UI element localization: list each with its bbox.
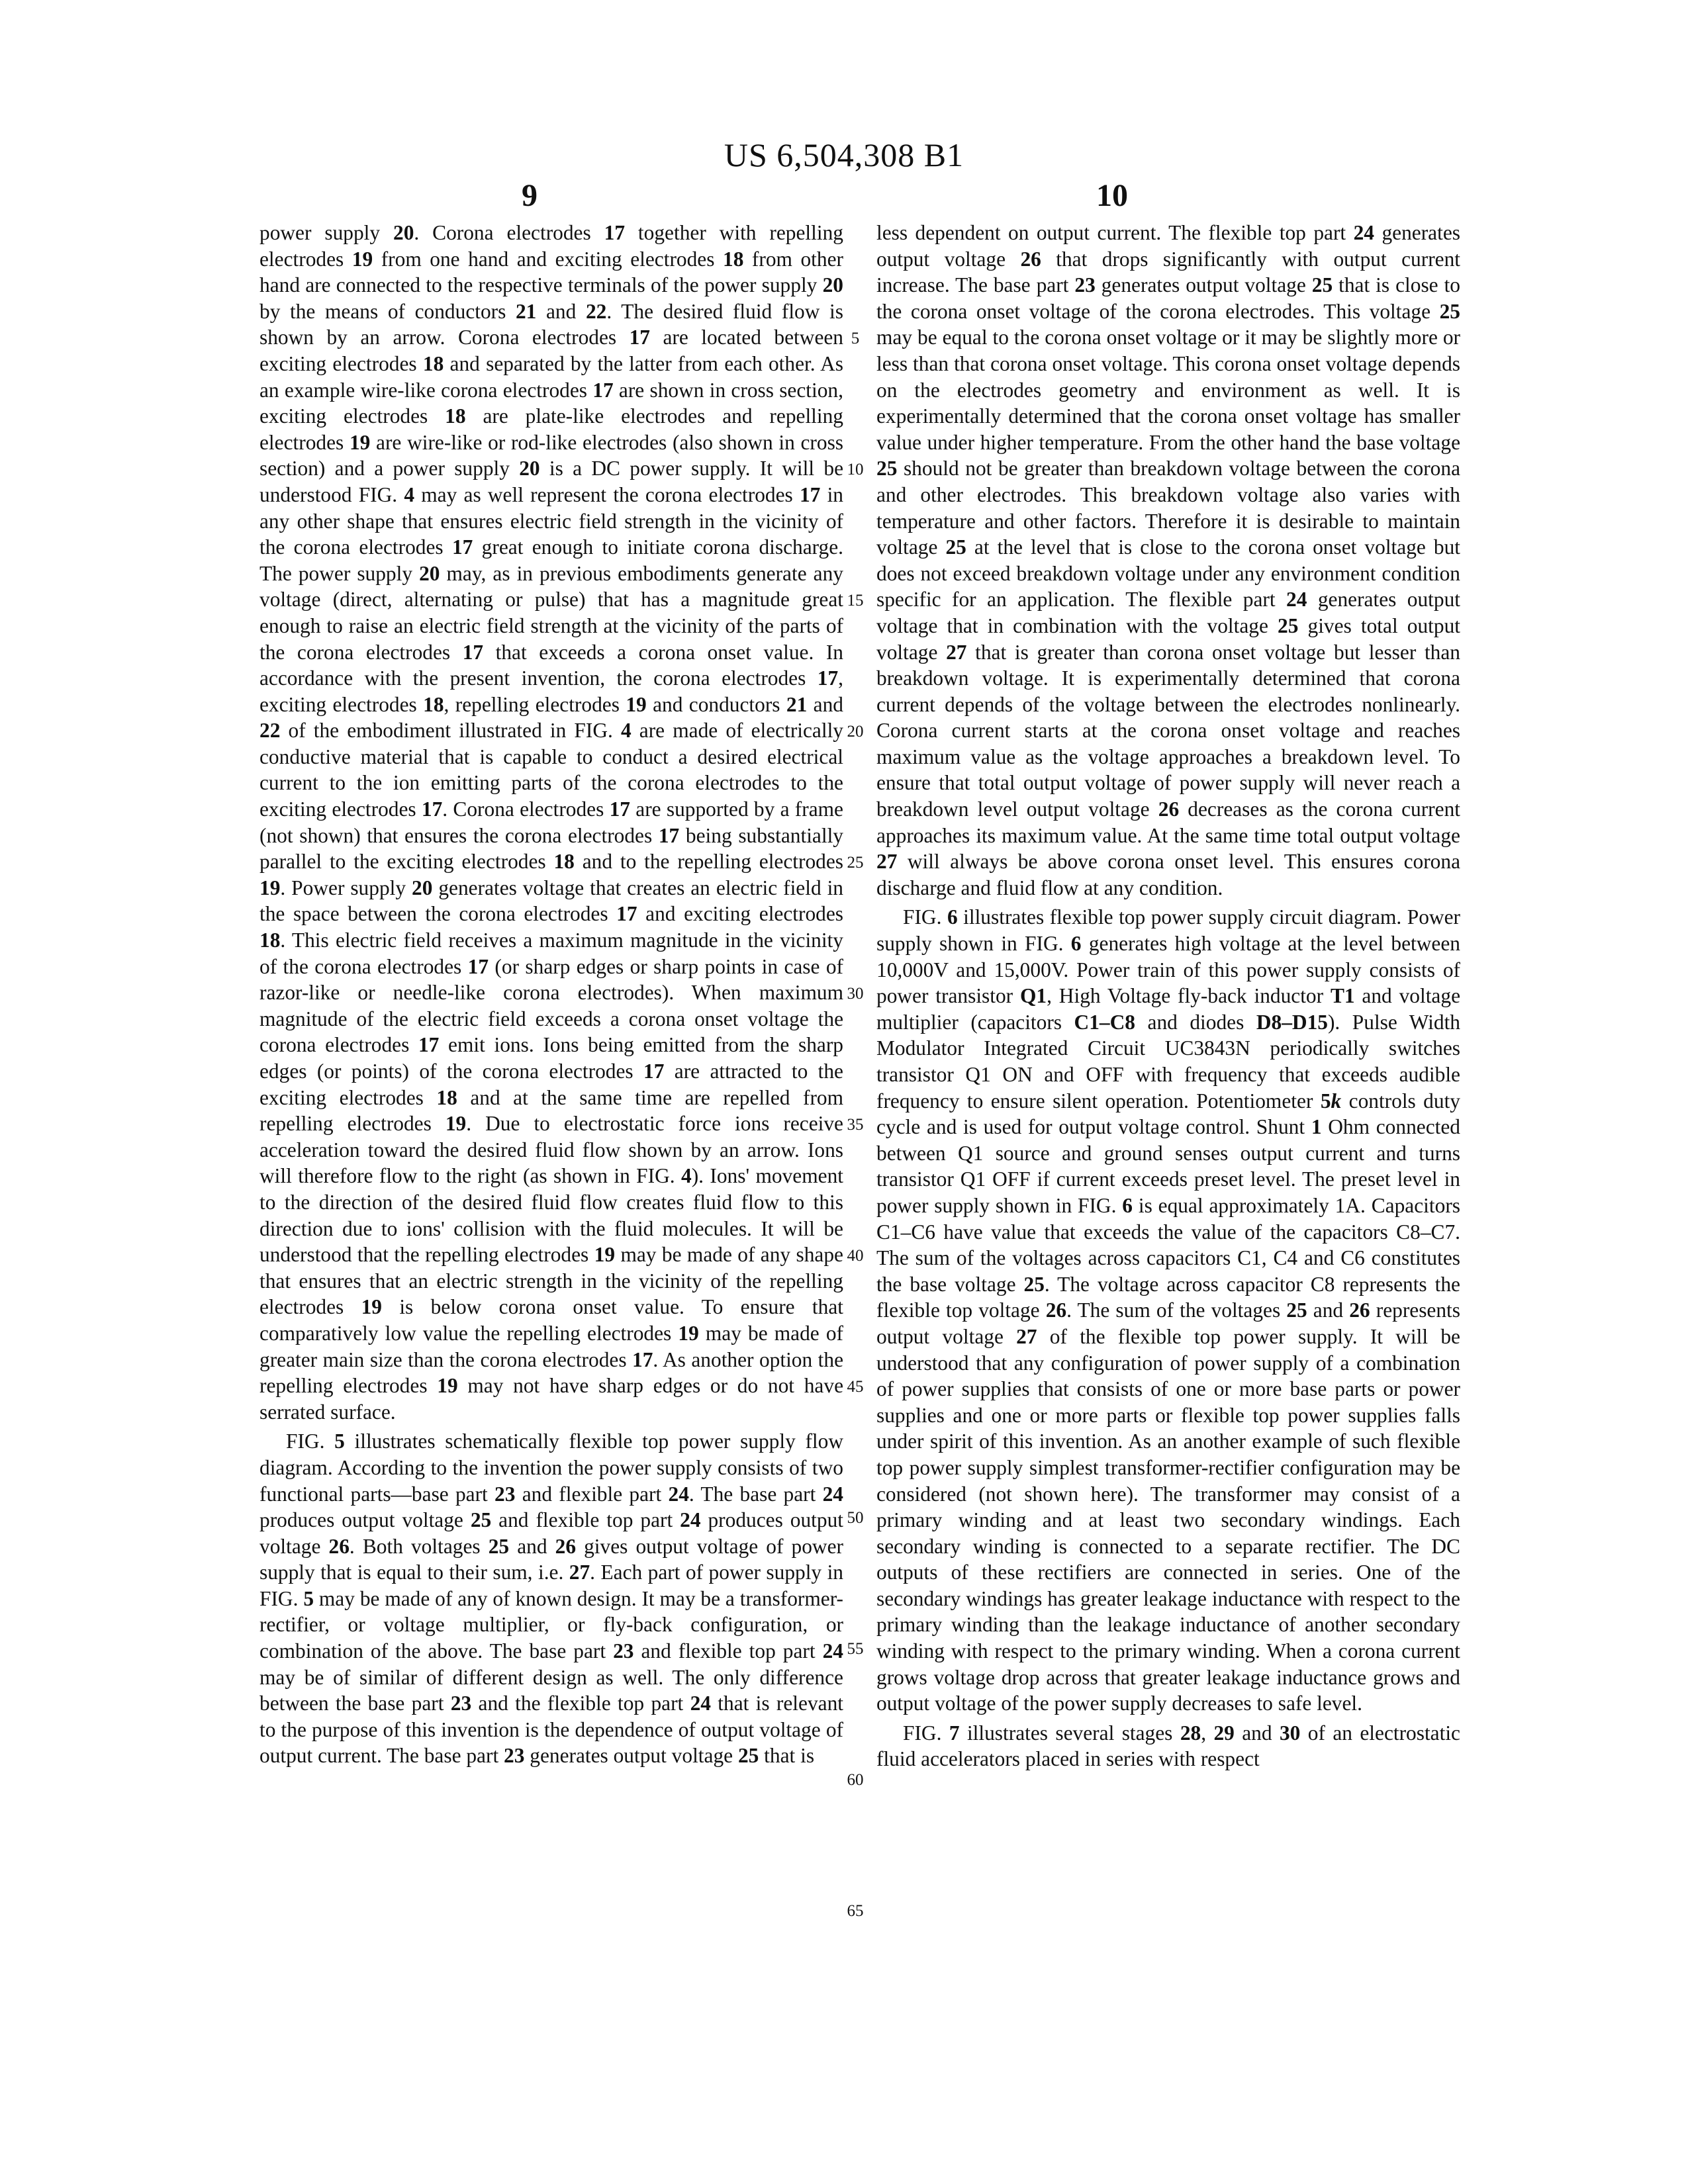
line-number: 40 (847, 1247, 864, 1265)
line-number: 35 (847, 1116, 864, 1134)
left-page-number: 9 (522, 178, 538, 213)
line-number: 60 (847, 1771, 864, 1789)
patent-number: US 6,504,308 B1 (724, 136, 964, 173)
paragraph: FIG. 6 illustrates flexible top power supply circuit diagram. Power supply shown in FIG. 6 generates high voltage at the level between 10,000V and 15,000V. Power train of this power supply consists of power transistor Q1, High Voltage fly-back inductor T1 and voltage multiplier (capacitors C1–C8 and diodes D8–D15). Pulse Width Modulator Integrated Circuit UC3843N periodically switches transistor Q1 ON and OFF with frequency that exceeds audible frequency to ensure silent operation. Potentiometer 5k controls duty cycle and is used for output voltage control. Shunt 1 Ohm connected between Q1 source and ground senses output current and turns transistor Q1 OFF if current exceeds preset level. The preset level in power supply shown in FIG. 6 is equal approximately 1A. Capacitors C1–C6 have value that exceeds the value of the capacitors C8–C7. The sum of the voltages across capacitors C1, C4 and C6 constitutes the base voltage 25. The voltage across capacitor C8 represents the flexible top voltage 26. The sum of the voltages 25 and 26 represents output voltage 27 of the flexible top power supply. It will be understood that any configuration of power supply of a combination of power supplies that consists of one or more base parts or power supplies and one or more parts or flexible top power supplies falls under spirit of this invention. As an another example of such flexible top power supply simplest transformer-rectifier configuration may be considered (not shown here). The transformer may consist of a primary winding and at least two secondary windings. Each secondary winding is connected to a separate rectifier. The DC outputs of these rectifiers are connected in series. One of the secondary windings has greater leakage inductance with respect to the primary winding than the leakage inductance of another secondary winding with respect to the primary winding. When a corona current grows voltage drop across that greater leakage inductance grows and output voltage of the power supply decreases to safe level. (876, 905, 1460, 1715)
line-number: 5 (851, 330, 860, 347)
line-number: 10 (847, 461, 864, 478)
paragraph: FIG. 5 illustrates schematically flexible top power supply flow diagram. According to the invention the power supply consists of two functional parts—base part 23 and flexible part 24. The base part 24 produces output voltage 25 and flexible top part 24 produces output voltage 26. Both voltages 25 and 26 gives output voltage of power supply that is equal to their sum, i.e. 27. Each part of power supply in FIG. 5 may be made of any of known design. It may be a transformer-rectifier, or voltage multiplier, or fly-back configuration, or combination of the above. The base part 23 and flexible top part 24 may be of similar of different design as well. The only difference between the base part 23 and the flexible top part 24 that is relevant to the purpose of this invention is the dependence of output voltage of output current. The base part 23 generates output voltage 25 that is (259, 1430, 843, 1768)
paragraph: FIG. 7 illustrates several stages 28, 29 and 30 of an electrostatic fluid accelerators placed in series with respect (876, 1721, 1460, 1771)
line-number: 30 (847, 985, 864, 1003)
right-column (876, 220, 1460, 2020)
line-number: 65 (847, 1902, 864, 1920)
line-number: 50 (847, 1509, 864, 1527)
right-page-number: 10 (1096, 178, 1128, 213)
line-number: 20 (847, 723, 864, 741)
paragraph: less dependent on output current. The flexible top part 24 generates output voltage 26 that drops significantly with output current increase. The base part 23 generates output voltage 25 that is close to the corona onset voltage of the corona electrodes. This voltage 25 may be equal to the corona onset voltage or it may be slightly more or less than that corona onset voltage. This corona onset voltage depends on the electrodes geometry and environment as well. It is experimentally determined that the corona onset voltage has smaller value under higher temperature. From the other hand the base voltage 25 should not be greater than breakdown voltage between the corona and other electrodes. This breakdown voltage also varies with temperature and other factors. Therefore it is desirable to maintain voltage 25 at the level that is close to the corona onset voltage but does not exceed breakdown voltage under any environment condition specific for an application. The flexible part 24 generates output voltage that in combination with the voltage 25 gives total output voltage 27 that is greater than corona onset voltage but lesser than breakdown voltage. It is experimentally determined that corona current depends of the voltage between the electrodes nonlinearly. Corona current starts at the corona onset voltage and reaches maximum value as the voltage approaches a breakdown level. To ensure that total output voltage of power supply will never reach a breakdown level output voltage 26 decreases as the corona current approaches its maximum value. At the same time total output voltage 27 will always be above corona onset level. This ensures corona discharge and fluid flow at any condition. (876, 221, 1460, 899)
line-number: 25 (847, 854, 864, 872)
line-number: 45 (847, 1378, 864, 1396)
paragraph: power supply 20. Corona electrodes 17 together with repelling electrodes 19 from one hand and exciting electrodes 18 from other hand are connected to the respective terminals of the power supply 20 by the means of conductors 21 and 22. The desired fluid flow is shown by an arrow. Corona electrodes 17 are located between exciting electrodes 18 and separated by the latter from each other. As an example wire-like corona electrodes 17 are shown in cross section, exciting electrodes 18 are plate-like electrodes and repelling electrodes 19 are wire-like or rod-like electrodes (also shown in cross section) and a power supply 20 is a DC power supply. It will be understood FIG. 4 may as well represent the corona electrodes 17 in any other shape that ensures electric field strength in the vicinity of the corona electrodes 17 great enough to initiate corona discharge. The power supply 20 may, as in previous embodiments generate any voltage (direct, alternating or pulse) that has a magnitude great enough to raise an electric field strength at the vicinity of the parts of the corona electrodes 17 that exceeds a corona onset value. In accordance with the present invention, the corona electrodes 17, exciting electrodes 18, repelling electrodes 19 and conductors 21 and 22 of the embodiment illustrated in FIG. 4 are made of electrically conductive material that is capable to conduct a desired electrical current to the ion emitting parts of the corona electrodes to the exciting electrodes 17. Corona electrodes 17 are supported by a frame (not shown) that ensures the corona electrodes 17 being substantially parallel to the exciting electrodes 18 and to the repelling electrodes 19. Power supply 20 generates voltage that creates an electric field in the space between the corona electrodes 17 and exciting electrodes 18. This electric field receives a maximum magnitude in the vicinity of the corona electrodes 17 (or sharp edges or sharp points in case of razor-like or needle-like corona electrodes). When maximum magnitude of the electric field exceeds a corona onset voltage the corona electrodes 17 emit ions. Ions being emitted from the sharp edges (or points) of the corona electrodes 17 are attracted to the exciting electrodes 18 and at the same time are repelled from repelling electrodes 19. Due to electrostatic force ions receive acceleration toward the desired fluid flow shown by an arrow. Ions will therefore flow to the right (as shown in FIG. 4). Ions' movement to the direction of the desired fluid flow creates fluid flow to this direction due to ions' collision with the fluid molecules. It will be understood that the repelling electrodes 19 may be made of any shape that ensures that an electric strength in the vicinity of the repelling electrodes 19 is below corona onset value. To ensure that comparatively low value the repelling electrodes 19 may be made of greater main size than the corona electrodes 17. As another option the repelling electrodes 19 may not have sharp edges or do not have serrated surface. (259, 221, 843, 1424)
line-number: 15 (847, 592, 864, 610)
left-column (259, 220, 843, 2020)
line-number: 55 (847, 1640, 864, 1658)
